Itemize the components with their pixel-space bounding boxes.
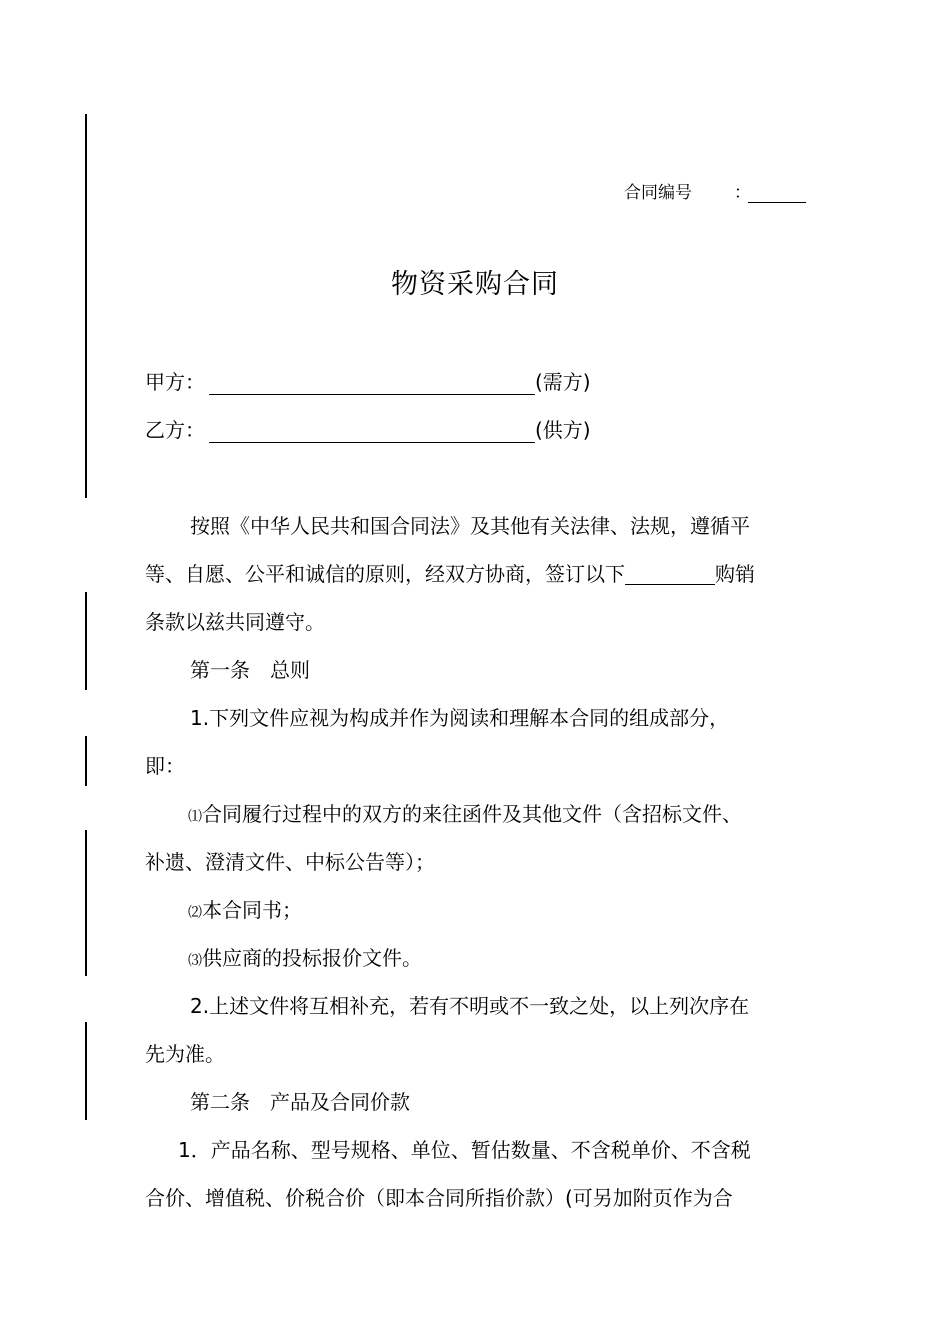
contract-number-blank — [748, 202, 806, 203]
party-b-blank — [209, 442, 535, 443]
clause-line: 2.上述文件将互相补充，若有不明或不一致之处，以上列次序在 — [190, 994, 750, 1018]
party-b-role: (供方) — [535, 418, 591, 442]
margin-bar — [85, 1022, 87, 1120]
clause-text: 合同履行过程中的双方的来往函件及其他文件（含招标文件、 — [202, 802, 742, 826]
party-a-blank — [209, 394, 535, 395]
clause-number: ⑴ — [188, 809, 202, 825]
intro-line: 条款以兹共同遵守。 — [145, 610, 325, 634]
article-heading: 第二条 产品及合同价款 — [190, 1090, 410, 1114]
clause-text: 本合同书； — [202, 898, 302, 922]
clause-line: 1.下列文件应视为构成并作为阅读和理解本合同的组成部分， — [190, 706, 730, 730]
clause-text: 供应商的投标报价文件。 — [202, 946, 422, 970]
clause-line: 补遗、澄清文件、中标公告等）； — [145, 850, 435, 874]
clause-line — [188, 942, 422, 971]
contract-number — [624, 178, 751, 203]
contract-number-label: 合同编号 — [624, 183, 692, 203]
intro-line: 按照《中华人民共和国合同法》及其他有关法律、法规，遵循平 — [190, 514, 750, 538]
clause-line — [188, 798, 742, 827]
clause-line: 合价、增值税、价税合价（即本合同所指价款）(可另加附页作为合 — [145, 1186, 733, 1210]
party-a-role: (需方) — [535, 370, 591, 394]
clause-line — [188, 894, 302, 923]
clause-line: 1．产品名称、型号规格、单位、暂估数量、不含税单价、不含税 — [178, 1138, 751, 1162]
margin-bar — [85, 114, 87, 498]
intro-text: 购销 — [715, 562, 755, 586]
document-title: 物资采购合同 — [391, 269, 559, 300]
contract-number-colon: ： — [734, 183, 751, 203]
margin-bar — [85, 830, 87, 976]
margin-bar — [85, 592, 87, 690]
clause-line: 先为准。 — [145, 1042, 225, 1066]
purchase-type-blank — [625, 564, 715, 585]
intro-line — [145, 558, 755, 587]
margin-bar — [85, 736, 87, 786]
article-heading: 第一条 总则 — [190, 658, 310, 682]
intro-text: 等、自愿、公平和诚信的原则，经双方协商，签订以下 — [145, 562, 625, 586]
clause-number: ⑶ — [188, 953, 202, 969]
clause-number: ⑵ — [188, 905, 202, 921]
party-a-label: 甲方： — [145, 370, 205, 394]
party-b-label: 乙方： — [145, 418, 205, 442]
clause-line: 即： — [145, 754, 185, 778]
